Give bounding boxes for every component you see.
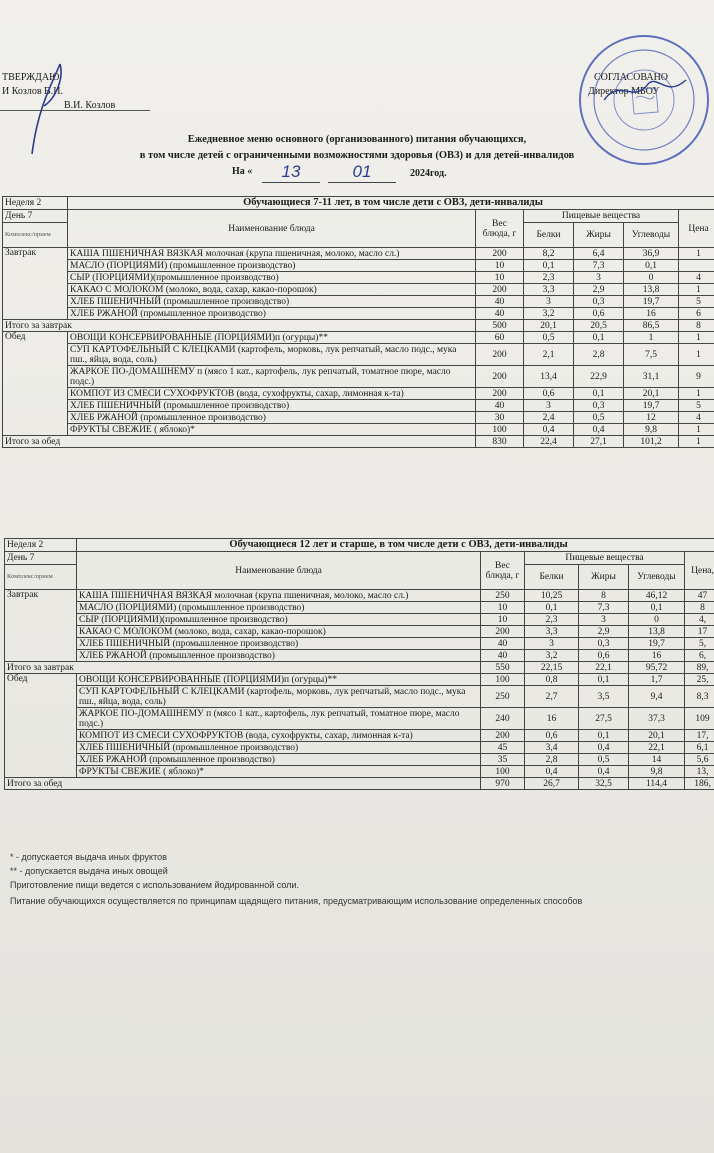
table-row — [3, 424, 714, 436]
dish-price: 1 — [679, 424, 714, 436]
dish-price: 5, — [685, 638, 714, 650]
agree-label: СОГЛАСОВАНО — [594, 72, 669, 83]
dish-fat: 3,5 — [579, 686, 629, 708]
dish-weight: 30 — [476, 412, 524, 424]
dish-protein: 2,1 — [524, 344, 574, 366]
total-protein: 22,15 — [525, 662, 579, 674]
total-weight: 830 — [476, 436, 524, 448]
date-month: 01 — [352, 162, 372, 181]
dish-name: ХЛЕБ РЖАНОЙ (промышленное производство) — [77, 754, 481, 766]
dish-protein: 3 — [524, 296, 574, 308]
dish-protein: 0,4 — [525, 766, 579, 778]
total-row — [3, 436, 714, 448]
dish-carbs: 1 — [624, 332, 679, 344]
dish-protein: 3,3 — [524, 284, 574, 296]
group-title: Обучающиеся 12 лет и старше, в том числе дети с ОВЗ, дети-инвалиды — [77, 539, 714, 552]
table-row — [3, 284, 714, 296]
col-header-name: Наименование блюда — [77, 552, 481, 590]
table-row — [3, 412, 714, 424]
meal-label: Обед — [5, 674, 77, 778]
dish-carbs: 13,8 — [629, 626, 685, 638]
total-carbs: 86,5 — [624, 320, 679, 332]
total-price: 8 — [679, 320, 714, 332]
dish-fat: 0,1 — [579, 674, 629, 686]
total-label: Итого за обед — [3, 436, 476, 448]
dish-name: ХЛЕБ ПШЕНИЧНЫЙ (промышленное производство) — [77, 742, 481, 754]
dish-protein: 13,4 — [524, 366, 574, 388]
dish-carbs: 9,8 — [624, 424, 679, 436]
dish-carbs: 0,1 — [624, 260, 679, 272]
table-row — [5, 730, 714, 742]
dish-fat: 0,3 — [579, 638, 629, 650]
dish-weight: 100 — [481, 674, 525, 686]
dish-price: 8,3 — [685, 686, 714, 708]
total-weight: 550 — [481, 662, 525, 674]
header-row-day — [3, 210, 714, 223]
total-label: Итого за обед — [5, 778, 481, 790]
note-fruits: * - допускается выдача иных фруктов — [10, 852, 167, 862]
dish-weight: 200 — [476, 366, 524, 388]
table-row — [5, 602, 714, 614]
total-carbs: 114,4 — [629, 778, 685, 790]
dish-price: 6,1 — [685, 742, 714, 754]
dish-name: КАКАО С МОЛОКОМ (молоко, вода, сахар, какао-порошок) — [68, 284, 476, 296]
dish-fat: 7,3 — [574, 260, 624, 272]
menu-title-line2: в том числе детей с ограниченными возможностями здоровья (ОВЗ) и для детей-инвалидов — [139, 150, 575, 161]
dish-protein: 2,4 — [524, 412, 574, 424]
dish-price: 4 — [679, 272, 714, 284]
dish-name: ОВОЩИ КОНСЕРВИРОВАННЫЕ (ПОРЦИЯМИ)п (огурцы)** — [68, 332, 476, 344]
dish-weight: 10 — [481, 602, 525, 614]
dish-name: ХЛЕБ РЖАНОЙ (промышленное производство) — [68, 412, 476, 424]
dish-fat: 0,4 — [574, 424, 624, 436]
dish-weight: 200 — [476, 344, 524, 366]
dish-carbs: 31,1 — [624, 366, 679, 388]
dish-protein: 3,2 — [524, 308, 574, 320]
total-fat: 22,1 — [579, 662, 629, 674]
dish-protein: 2,7 — [525, 686, 579, 708]
table-row — [5, 708, 714, 730]
director-signature — [600, 70, 690, 110]
dish-price: 109 — [685, 708, 714, 730]
dish-carbs: 16 — [629, 650, 685, 662]
dish-protein: 3,4 — [525, 742, 579, 754]
dish-fat: 0,1 — [574, 388, 624, 400]
dish-fat: 2,9 — [579, 626, 629, 638]
header-row-week — [3, 197, 714, 210]
dish-carbs: 9,8 — [629, 766, 685, 778]
col-header-carbs: Углеводы — [629, 565, 685, 590]
dish-fat: 0,4 — [579, 766, 629, 778]
dish-protein: 0,6 — [524, 388, 574, 400]
dish-name: СЫР (ПОРЦИЯМИ)(промышленное производство) — [68, 272, 476, 284]
dish-price: 5 — [679, 400, 714, 412]
dish-name: МАСЛО (ПОРЦИЯМИ) (промышленное производство) — [68, 260, 476, 272]
note-gentle-diet: Питание обучающихся осуществляется по принципам щадящего питания, предусматривающим использование определенных способов — [10, 896, 583, 906]
dish-name: ХЛЕБ РЖАНОЙ (промышленное производство) — [68, 308, 476, 320]
dish-fat: 3 — [579, 614, 629, 626]
dish-weight: 10 — [481, 614, 525, 626]
header-row-week — [5, 539, 714, 552]
dish-carbs: 0,1 — [629, 602, 685, 614]
table-row — [3, 272, 714, 284]
dish-carbs: 46,12 — [629, 590, 685, 602]
dish-carbs: 13,8 — [624, 284, 679, 296]
total-carbs: 95,72 — [629, 662, 685, 674]
dish-fat: 0,6 — [574, 308, 624, 320]
dish-protein: 10,25 — [525, 590, 579, 602]
group-title: Обучающиеся 7-11 лет, в том числе дети с ОВЗ, дети-инвалиды — [68, 197, 714, 210]
header-row-day — [5, 552, 714, 565]
dish-carbs: 19,7 — [629, 638, 685, 650]
dish-fat: 0,1 — [574, 332, 624, 344]
dish-fat: 0,5 — [574, 412, 624, 424]
agree-role: Директор МБОУ — [588, 86, 660, 97]
dish-carbs: 20,1 — [629, 730, 685, 742]
meal-label: Обед — [3, 332, 68, 436]
dish-fat: 2,8 — [574, 344, 624, 366]
table-row — [3, 332, 714, 344]
dish-fat: 0,5 — [579, 754, 629, 766]
col-header-weight: Вес блюда, г — [481, 552, 525, 590]
total-weight: 500 — [476, 320, 524, 332]
dish-name: ХЛЕБ ПШЕНИЧНЫЙ (промышленное производство) — [68, 296, 476, 308]
dish-carbs: 9,4 — [629, 686, 685, 708]
dish-name: КАША ПШЕНИЧНАЯ ВЯЗКАЯ молочная (крупа пшеничная, молоко, масло сл.) — [77, 590, 481, 602]
dish-name: СЫР (ПОРЦИЯМИ)(промышленное производство) — [77, 614, 481, 626]
dish-name: ФРУКТЫ СВЕЖИЕ ( яблоко)* — [68, 424, 476, 436]
dish-carbs: 1,7 — [629, 674, 685, 686]
day-label: День 7 — [5, 552, 77, 565]
dish-price: 4, — [685, 614, 714, 626]
dish-carbs: 20,1 — [624, 388, 679, 400]
table-row — [5, 650, 714, 662]
dish-name: ХЛЕБ ПШЕНИЧНЫЙ (промышленное производство) — [77, 638, 481, 650]
table-row — [5, 626, 714, 638]
dish-price: 5,6 — [685, 754, 714, 766]
total-weight: 970 — [481, 778, 525, 790]
date-day: 13 — [281, 162, 301, 181]
dish-name: ЖАРКОЕ ПО-ДОМАШНЕМУ п (мясо 1 кат., картофель, лук репчатый, томатное пюре, масло подс.) — [77, 708, 481, 730]
table-row — [5, 614, 714, 626]
approve-signature-name: В.И. Козлов — [64, 100, 116, 111]
dish-protein: 8,2 — [524, 248, 574, 260]
dish-name: КАКАО С МОЛОКОМ (молоко, вода, сахар, какао-порошок) — [77, 626, 481, 638]
dish-price: 25, — [685, 674, 714, 686]
dish-fat: 0,3 — [574, 400, 624, 412]
total-row — [3, 320, 714, 332]
dish-name: ОВОЩИ КОНСЕРВИРОВАННЫЕ (ПОРЦИЯМИ)п (огурцы)** — [77, 674, 481, 686]
table-junior-body — [3, 197, 714, 448]
total-protein: 20,1 — [524, 320, 574, 332]
dish-name: МАСЛО (ПОРЦИЯМИ) (промышленное производство) — [77, 602, 481, 614]
dish-protein: 2,3 — [525, 614, 579, 626]
note-iodized-salt: Приготовление пищи ведется с использованием йодированной соли. — [10, 880, 299, 890]
dish-price: 9 — [679, 366, 714, 388]
table-row — [5, 686, 714, 708]
dish-weight: 45 — [481, 742, 525, 754]
dish-carbs: 16 — [624, 308, 679, 320]
dish-fat: 7,3 — [579, 602, 629, 614]
dish-fat: 0,1 — [579, 730, 629, 742]
dish-name: ХЛЕБ РЖАНОЙ (промышленное производство) — [77, 650, 481, 662]
dish-carbs: 36,9 — [624, 248, 679, 260]
dish-name: КОМПОТ ИЗ СМЕСИ СУХОФРУКТОВ (вода, сухофрукты, сахар, лимонная к-та) — [77, 730, 481, 742]
dish-fat: 0,4 — [579, 742, 629, 754]
dish-weight: 200 — [481, 730, 525, 742]
dish-protein: 3 — [525, 638, 579, 650]
col-header-price: Цена, — [685, 552, 714, 590]
dish-price: 1 — [679, 284, 714, 296]
date-year: 2024год. — [410, 168, 447, 179]
period-label: Комплекс/прием — [5, 565, 77, 590]
dish-name: КОМПОТ ИЗ СМЕСИ СУХОФРУКТОВ (вода, сухофрукты, сахар, лимонная к-та) — [68, 388, 476, 400]
dish-price — [679, 260, 714, 272]
date-month-field — [328, 162, 396, 183]
dish-protein: 3,2 — [525, 650, 579, 662]
dish-price: 1 — [679, 248, 714, 260]
table-row — [5, 742, 714, 754]
table-row — [5, 674, 714, 686]
dish-weight: 40 — [481, 638, 525, 650]
dish-weight: 100 — [481, 766, 525, 778]
dish-price: 13, — [685, 766, 714, 778]
dish-name: ФРУКТЫ СВЕЖИЕ ( яблоко)* — [77, 766, 481, 778]
total-label: Итого за завтрак — [5, 662, 481, 674]
dish-carbs: 19,7 — [624, 400, 679, 412]
dish-weight: 250 — [481, 590, 525, 602]
dish-price: 1 — [679, 388, 714, 400]
dish-carbs: 19,7 — [624, 296, 679, 308]
total-fat: 20,5 — [574, 320, 624, 332]
dish-weight: 200 — [476, 388, 524, 400]
day-label: День 7 — [3, 210, 68, 223]
total-fat: 32,5 — [579, 778, 629, 790]
table-senior-body — [5, 539, 714, 790]
dish-fat: 6,4 — [574, 248, 624, 260]
total-protein: 22,4 — [524, 436, 574, 448]
dish-weight: 35 — [481, 754, 525, 766]
dish-fat: 8 — [579, 590, 629, 602]
table-row — [5, 754, 714, 766]
dish-fat: 0,3 — [574, 296, 624, 308]
dish-price: 6, — [685, 650, 714, 662]
dish-protein: 2,8 — [525, 754, 579, 766]
dish-protein: 0,4 — [524, 424, 574, 436]
col-header-carbs: Углеводы — [624, 223, 679, 248]
col-header-name: Наименование блюда — [68, 210, 476, 248]
col-header-protein: Белки — [525, 565, 579, 590]
total-price: 1 — [679, 436, 714, 448]
dish-carbs: 22,1 — [629, 742, 685, 754]
dish-protein: 0,8 — [525, 674, 579, 686]
col-header-protein: Белки — [524, 223, 574, 248]
total-price: 186, — [685, 778, 714, 790]
table-row — [3, 388, 714, 400]
table-row — [5, 766, 714, 778]
dish-protein: 0,1 — [524, 260, 574, 272]
dish-price: 6 — [679, 308, 714, 320]
dish-protein: 3,3 — [525, 626, 579, 638]
date-day-field — [262, 162, 320, 183]
table-row — [3, 308, 714, 320]
dish-fat: 2,9 — [574, 284, 624, 296]
table-row — [5, 590, 714, 602]
dish-name: ЖАРКОЕ ПО-ДОМАШНЕМУ п (мясо 1 кат., картофель, лук репчатый, томатное пюре, масло подс.) — [68, 366, 476, 388]
meal-label: Завтрак — [3, 248, 68, 320]
menu-table-junior — [2, 196, 714, 448]
dish-carbs: 0 — [624, 272, 679, 284]
dish-weight: 200 — [476, 248, 524, 260]
note-vegetables: ** - допускается выдача иных овощей — [10, 866, 168, 876]
dish-price: 17 — [685, 626, 714, 638]
dish-fat: 0,6 — [579, 650, 629, 662]
dish-protein: 0,5 — [524, 332, 574, 344]
dish-price: 17, — [685, 730, 714, 742]
table-row — [3, 400, 714, 412]
table-row — [3, 260, 714, 272]
col-header-fat: Жиры — [574, 223, 624, 248]
total-row — [5, 662, 714, 674]
total-row — [5, 778, 714, 790]
dish-weight: 40 — [481, 650, 525, 662]
dish-weight: 10 — [476, 260, 524, 272]
dish-price: 8 — [685, 602, 714, 614]
dish-name: СУП КАРТОФЕЛЬНЫЙ С КЛЕЦКАМИ (картофель, морковь, лук репчатый, масло подс., мука пш., яйца, вода, соль) — [68, 344, 476, 366]
approve-label: ТВЕРЖДАЮ — [2, 72, 60, 83]
dish-weight: 250 — [481, 686, 525, 708]
dish-weight: 200 — [476, 284, 524, 296]
dish-price: 5 — [679, 296, 714, 308]
dish-price: 1 — [679, 344, 714, 366]
dish-fat: 22,9 — [574, 366, 624, 388]
dish-carbs: 7,5 — [624, 344, 679, 366]
col-header-price: Цена — [679, 210, 714, 248]
dish-carbs: 37,3 — [629, 708, 685, 730]
period-label: Комплекс/прием — [3, 223, 68, 248]
dish-fat: 3 — [574, 272, 624, 284]
dish-name: ХЛЕБ ПШЕНИЧНЫЙ (промышленное производство) — [68, 400, 476, 412]
dish-protein: 2,3 — [524, 272, 574, 284]
dish-protein: 0,6 — [525, 730, 579, 742]
total-protein: 26,7 — [525, 778, 579, 790]
total-fat: 27,1 — [574, 436, 624, 448]
dish-protein: 16 — [525, 708, 579, 730]
menu-title-line1: Ежедневное меню основного (организованного) питания обучающихся, — [187, 134, 527, 145]
dish-name: КАША ПШЕНИЧНАЯ ВЯЗКАЯ молочная (крупа пшеничная, молоко, масло сл.) — [68, 248, 476, 260]
date-prefix: На « — [232, 166, 253, 177]
col-header-nutrients: Пищевые вещества — [525, 552, 685, 565]
dish-weight: 100 — [476, 424, 524, 436]
dish-carbs: 14 — [629, 754, 685, 766]
dish-protein: 0,1 — [525, 602, 579, 614]
dish-fat: 27,5 — [579, 708, 629, 730]
table-row — [5, 638, 714, 650]
total-price: 89, — [685, 662, 714, 674]
dish-name: СУП КАРТОФЕЛЬНЫЙ С КЛЕЦКАМИ (картофель, морковь, лук репчатый, масло подс., мука пш., яйца, вода, соль) — [77, 686, 481, 708]
dish-protein: 3 — [524, 400, 574, 412]
table-row — [3, 248, 714, 260]
dish-price: 4 — [679, 412, 714, 424]
dish-carbs: 12 — [624, 412, 679, 424]
col-header-fat: Жиры — [579, 565, 629, 590]
dish-weight: 10 — [476, 272, 524, 284]
meal-label: Завтрак — [5, 590, 77, 662]
dish-price: 47 — [685, 590, 714, 602]
dish-price: 1 — [679, 332, 714, 344]
total-carbs: 101,2 — [624, 436, 679, 448]
table-row — [3, 344, 714, 366]
week-label: Неделя 2 — [3, 197, 68, 210]
col-header-nutrients: Пищевые вещества — [524, 210, 679, 223]
table-row — [3, 366, 714, 388]
col-header-weight: Вес блюда, г — [476, 210, 524, 248]
dish-weight: 40 — [476, 296, 524, 308]
dish-weight: 60 — [476, 332, 524, 344]
dish-carbs: 0 — [629, 614, 685, 626]
approve-name-line: И Козлов В.И. — [2, 86, 63, 97]
total-label: Итого за завтрак — [3, 320, 476, 332]
dish-weight: 40 — [476, 308, 524, 320]
dish-weight: 240 — [481, 708, 525, 730]
table-row — [3, 296, 714, 308]
menu-table-senior — [4, 538, 714, 790]
week-label: Неделя 2 — [5, 539, 77, 552]
dish-weight: 40 — [476, 400, 524, 412]
dish-weight: 200 — [481, 626, 525, 638]
